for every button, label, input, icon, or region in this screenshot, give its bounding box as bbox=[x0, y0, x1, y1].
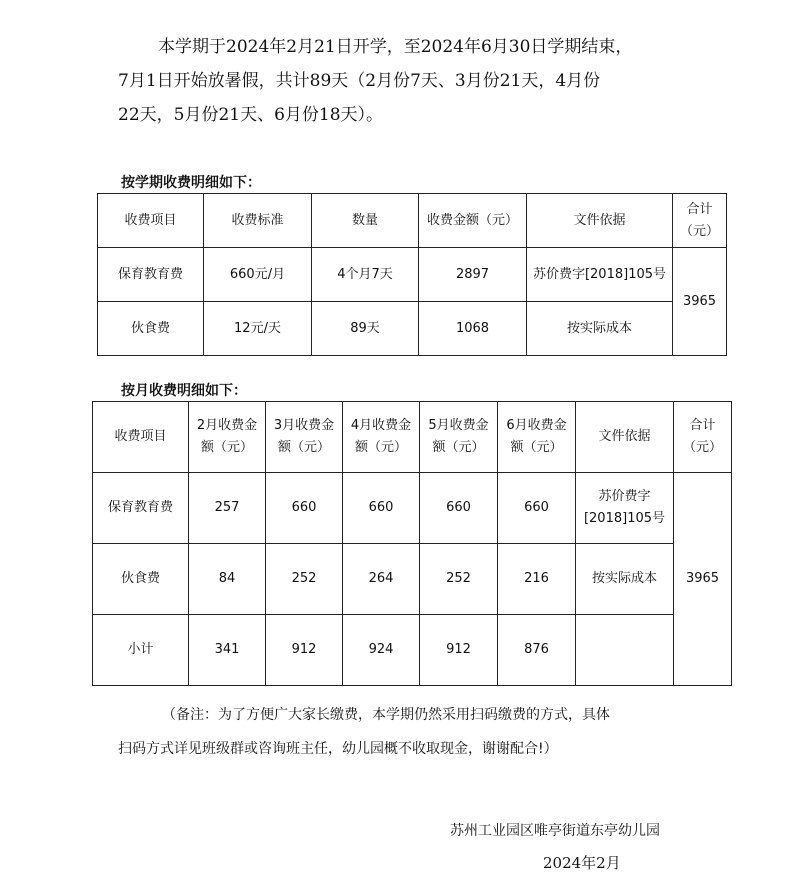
header-cell: 数量 bbox=[312, 194, 419, 248]
standard-cell: 12元/天 bbox=[204, 302, 312, 356]
table-row bbox=[98, 302, 727, 356]
signature-date: 2024年2月 bbox=[543, 854, 621, 872]
monthly-table-title: 按月收费明细如下： bbox=[121, 383, 247, 399]
note-line-2: 扫码方式详见班级群或咨询班主任，幼儿园概不收取现金，谢谢配合!） bbox=[118, 741, 558, 757]
header-cell: 合计（元） bbox=[673, 194, 727, 248]
header-cell: 收费标准 bbox=[204, 194, 312, 248]
month-amount-cell: 876 bbox=[498, 615, 576, 686]
basis-cell: 苏价费字[2018]105号 bbox=[576, 473, 674, 544]
header-cell: 合计（元） bbox=[674, 402, 732, 473]
header-cell: 4月收费金额（元） bbox=[343, 402, 420, 473]
note-line-1: （备注：为了方便广大家长缴费，本学期仍然采用扫码缴费的方式，具体 bbox=[162, 707, 610, 723]
intro-line-3: 22天，5月份21天、6月份18天）。 bbox=[118, 105, 384, 125]
header-cell: 文件依据 bbox=[576, 402, 674, 473]
intro-paragraph bbox=[118, 30, 718, 132]
month-amount-cell: 216 bbox=[498, 544, 576, 615]
month-amount-cell: 660 bbox=[498, 473, 576, 544]
semester-table-title: 按学期收费明细如下： bbox=[121, 175, 261, 191]
monthly-fee-table bbox=[92, 401, 732, 686]
table-row bbox=[93, 544, 732, 615]
basis-cell bbox=[576, 615, 674, 686]
header-cell: 6月收费金额（元） bbox=[498, 402, 576, 473]
intro-line-2: 7月1日开始放暑假，共计89天（2月份7天、3月份21天，4月份 bbox=[118, 71, 601, 91]
item-cell: 保育教育费 bbox=[93, 473, 189, 544]
header-cell: 5月收费金额（元） bbox=[420, 402, 498, 473]
basis-cell: 按实际成本 bbox=[527, 302, 673, 356]
month-amount-cell: 264 bbox=[343, 544, 420, 615]
table-header-row bbox=[98, 194, 727, 248]
header-cell: 收费项目 bbox=[98, 194, 204, 248]
month-amount-cell: 341 bbox=[189, 615, 266, 686]
month-amount-cell: 252 bbox=[266, 544, 343, 615]
header-cell: 收费项目 bbox=[93, 402, 189, 473]
item-cell: 伙食费 bbox=[93, 544, 189, 615]
month-amount-cell: 660 bbox=[343, 473, 420, 544]
total-cell: 3965 bbox=[674, 473, 732, 686]
month-amount-cell: 257 bbox=[189, 473, 266, 544]
basis-cell: 苏价费字[2018]105号 bbox=[527, 248, 673, 302]
item-cell: 保育教育费 bbox=[98, 248, 204, 302]
intro-line-1: 本学期于2024年2月21日开学，至2024年6月30日学期结束， bbox=[158, 37, 633, 57]
month-amount-cell: 660 bbox=[420, 473, 498, 544]
month-amount-cell: 660 bbox=[266, 473, 343, 544]
amount-cell: 1068 bbox=[419, 302, 527, 356]
month-amount-cell: 924 bbox=[343, 615, 420, 686]
quantity-cell: 4个月7天 bbox=[312, 248, 419, 302]
header-cell: 文件依据 bbox=[527, 194, 673, 248]
header-cell: 2月收费金额（元） bbox=[189, 402, 266, 473]
total-cell: 3965 bbox=[673, 248, 727, 356]
month-amount-cell: 252 bbox=[420, 544, 498, 615]
header-cell: 收费金额（元） bbox=[419, 194, 527, 248]
amount-cell: 2897 bbox=[419, 248, 527, 302]
note-paragraph bbox=[118, 698, 718, 766]
table-row bbox=[98, 248, 727, 302]
semester-fee-table bbox=[97, 193, 727, 356]
item-cell: 小计 bbox=[93, 615, 189, 686]
table-row bbox=[93, 615, 732, 686]
table-row bbox=[93, 473, 732, 544]
item-cell: 伙食费 bbox=[98, 302, 204, 356]
standard-cell: 660元/月 bbox=[204, 248, 312, 302]
quantity-cell: 89天 bbox=[312, 302, 419, 356]
month-amount-cell: 84 bbox=[189, 544, 266, 615]
basis-cell: 按实际成本 bbox=[576, 544, 674, 615]
month-amount-cell: 912 bbox=[420, 615, 498, 686]
signature-organization: 苏州工业园区唯亭街道东亭幼儿园 bbox=[450, 823, 660, 839]
header-cell: 3月收费金额（元） bbox=[266, 402, 343, 473]
month-amount-cell: 912 bbox=[266, 615, 343, 686]
table-header-row bbox=[93, 402, 732, 473]
